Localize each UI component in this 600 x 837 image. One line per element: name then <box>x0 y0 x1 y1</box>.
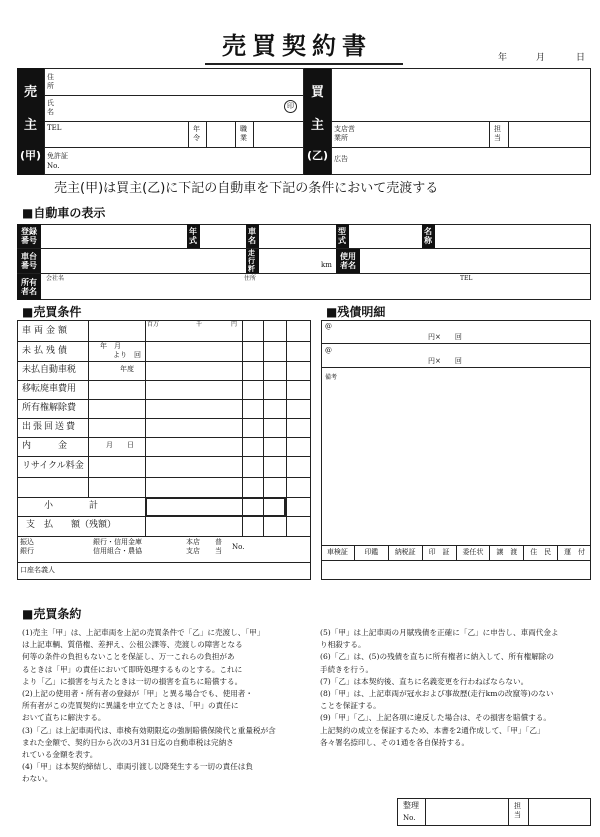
term-row-3: 移転廃車費用 <box>22 384 77 394</box>
debt-check-cell: 譲 渡 <box>490 545 524 560</box>
vehicle-owner-label: 所有者名 <box>17 274 41 300</box>
vehicle-user-label: 使用者名 <box>336 249 360 273</box>
clause-line: り相殺する。 <box>320 640 366 650</box>
debt-check-cell: 委任状 <box>457 545 491 560</box>
seller-license-label: 免許証No. <box>47 152 68 170</box>
date-month: 月 <box>536 53 546 63</box>
debt-heading: ■残債明細 <box>326 305 386 319</box>
vehicle-chassis-label: 車台番号 <box>17 249 41 273</box>
clause-line: (8)「甲」は、上記車両が冠水および事故歴(走行kmの改竄等)のない <box>320 689 554 699</box>
clause-line: 上記契約の成立を保証するため、本書を2通作成して、「甲」「乙」 <box>320 725 545 735</box>
term-row-1: 未払残債 <box>22 346 71 356</box>
clause-line: より「乙」に損害を与えたときは一切の損害を直ちに賠償する。 <box>22 676 243 686</box>
clause-line: (2)上記の使用者・所有者の登録が「甲」と異る場合でも、使用者・ <box>22 689 253 699</box>
term-row-2: 未払自動車税 <box>22 365 77 375</box>
unit-thousand: 千 <box>196 321 203 328</box>
debt-yen-2: 円× 回 <box>428 357 462 365</box>
bank-no: No. <box>232 543 245 551</box>
bank-bank2: 信用組合・農協 <box>93 547 142 555</box>
bank-shiten: 支店 <box>186 547 200 555</box>
vehicle-company: 会社名 <box>46 275 65 282</box>
debt-checks-row <box>321 545 591 560</box>
debt-check-cell: 納税証 <box>389 545 423 560</box>
vehicle-name-label: 車名 <box>246 224 259 248</box>
debt-check-cell: 印鑑 <box>355 545 389 560</box>
clause-line: 各々署名捺印し、その1通を各自保持する。 <box>320 737 470 747</box>
seller-job-label: 職業 <box>240 125 247 142</box>
buyer-manager-label: 担当 <box>494 125 501 142</box>
clause-line: わない。 <box>22 774 53 784</box>
statement: 売主(甲)は買主(乙)に下記の自動車を下記の条件において売渡する <box>54 181 439 196</box>
footer-tanto: 担当 <box>514 802 521 819</box>
term-nendo: 年度 <box>120 365 134 373</box>
vehicle-km: km <box>321 261 332 269</box>
clause-line: 何等の条件の負担もないことを保証し、万一これらの負担があ <box>22 652 235 662</box>
vehicle-table <box>17 224 591 300</box>
vehicle-reg-label: 登録番号 <box>17 224 41 248</box>
clause-line: (6)「乙」は、(5)の残債を直ちに所有権者に納入して、所有権解除の <box>320 652 554 662</box>
clause-line: (3)「乙」は上記車両代は、車検有効期限迄の強制賠償保険代と重量税が含 <box>22 725 276 735</box>
vehicle-tel: TEL <box>460 275 473 282</box>
debt-at-1: @ <box>325 322 332 330</box>
unit-million: 百万 <box>147 321 160 328</box>
bank-toza: 当 <box>215 547 222 555</box>
term-row-4: 所有権解除費 <box>22 403 77 413</box>
footer-seiri: 整理 <box>403 801 419 810</box>
debt-remarks: 備考 <box>325 374 338 381</box>
title-underline <box>205 63 403 65</box>
buyer-label: 買 主 (乙) <box>304 68 331 175</box>
debt-check-cell: 運 付 <box>564 548 586 556</box>
clause-line: (9)「甲」「乙」、上記各項に違反した場合は、その損害を賠償する。 <box>320 713 551 723</box>
vehicle-model-label: 型式 <box>336 224 349 248</box>
payment-label: 支 払 額（残額） <box>26 520 117 530</box>
clauses-right <box>320 627 595 749</box>
bank-ginko: 銀行 <box>20 547 34 555</box>
clause-line: おいて直ちに解決する。 <box>22 713 106 723</box>
debt-at-2: @ <box>325 346 332 354</box>
clause-line: ことを保証する。 <box>320 701 381 711</box>
bank-furikomi: 振込 <box>20 538 34 546</box>
clause-line: れている金額を表す。 <box>22 750 98 760</box>
term-until: より 回 <box>113 351 141 359</box>
term-row-0: 車両金額 <box>22 326 71 336</box>
vehicle-heading: ■自動車の表示 <box>22 206 106 220</box>
term-row-5: 出張回送費 <box>22 422 78 432</box>
debt-yen-1: 円× 回 <box>428 333 462 341</box>
date-day: 日 <box>576 53 586 63</box>
seller-name-label: 氏名 <box>47 99 54 116</box>
seller-age-label: 年令 <box>193 125 200 142</box>
clause-line: は上記車輌、質借権、差押え、公租公課等、売渡しの障害となる <box>22 640 243 650</box>
footer-box <box>397 798 591 826</box>
clause-line: (7)「乙」は本契約後、直ちに名義変更を行わねばならない。 <box>320 676 529 686</box>
terms-heading: ■売買条件 <box>22 305 82 319</box>
vehicle-cname-label: 名称 <box>422 224 435 248</box>
footer-no: No. <box>403 814 416 822</box>
seal-mark: 印 <box>284 100 297 113</box>
clause-line: るときは「甲」の責任において即時処理するものとする。これに <box>22 664 243 674</box>
term-yearmonth: 年 月 <box>100 342 121 350</box>
clause-line: まれた金額で、契約日から次の3月31日迄の自動車税は完納さ <box>22 737 234 747</box>
vehicle-mileage-label: 走行粁 <box>246 249 259 273</box>
bank-honten: 本店 <box>186 538 200 546</box>
debt-check-cell: 印 証 <box>423 545 457 560</box>
debt-check-cell: 車検証 <box>321 545 355 560</box>
clause-line: (5)「甲」は上記車両の月賦残債を正確に「乙」に申告し、車両代金よ <box>320 628 559 637</box>
subtotal-label: 小 計 <box>44 501 99 511</box>
bank-futsu: 普 <box>215 538 222 546</box>
buyer-branch-label: 支店営業所 <box>334 125 355 142</box>
clauses-left <box>22 627 302 786</box>
subtotal-box <box>145 497 286 517</box>
vehicle-addr: 住所 <box>244 275 257 282</box>
clauses-heading: ■売買条約 <box>22 607 82 621</box>
debt-check-cell: 住 民 <box>524 545 558 560</box>
seller-address-label: 住所 <box>47 73 54 90</box>
bank-bank1: 銀行・信用金庫 <box>93 538 142 546</box>
date-year: 年 <box>498 53 508 63</box>
seller-label: 売 主 (甲) <box>17 68 44 175</box>
clause-line: (4)「甲」は本契約締結し、車両引渡し以降発生する一切の責任は負 <box>22 762 253 772</box>
buyer-ad-label: 広告 <box>334 155 348 163</box>
clause-line: (1)売主「甲」は、上記車両を上記の売買条件で「乙」に売渡し、「甲」 <box>22 628 265 637</box>
clause-line: 所有者がこの売買契約に異議を申立てたときは、「甲」の責任に <box>22 701 239 711</box>
term-row-7: リサイクル料金 <box>22 461 84 471</box>
seller-tel-label: TEL <box>47 124 62 132</box>
document-title: 売買契約書 <box>222 32 372 60</box>
clause-line: 手続きを行う。 <box>320 664 374 674</box>
bank-holder: 口座名義人 <box>20 566 55 574</box>
unit-yen: 円 <box>231 321 238 328</box>
vehicle-year-label: 年式 <box>187 224 200 248</box>
term-tuki: 月 日 <box>106 441 134 449</box>
term-row-6: 内 金 <box>22 441 68 451</box>
